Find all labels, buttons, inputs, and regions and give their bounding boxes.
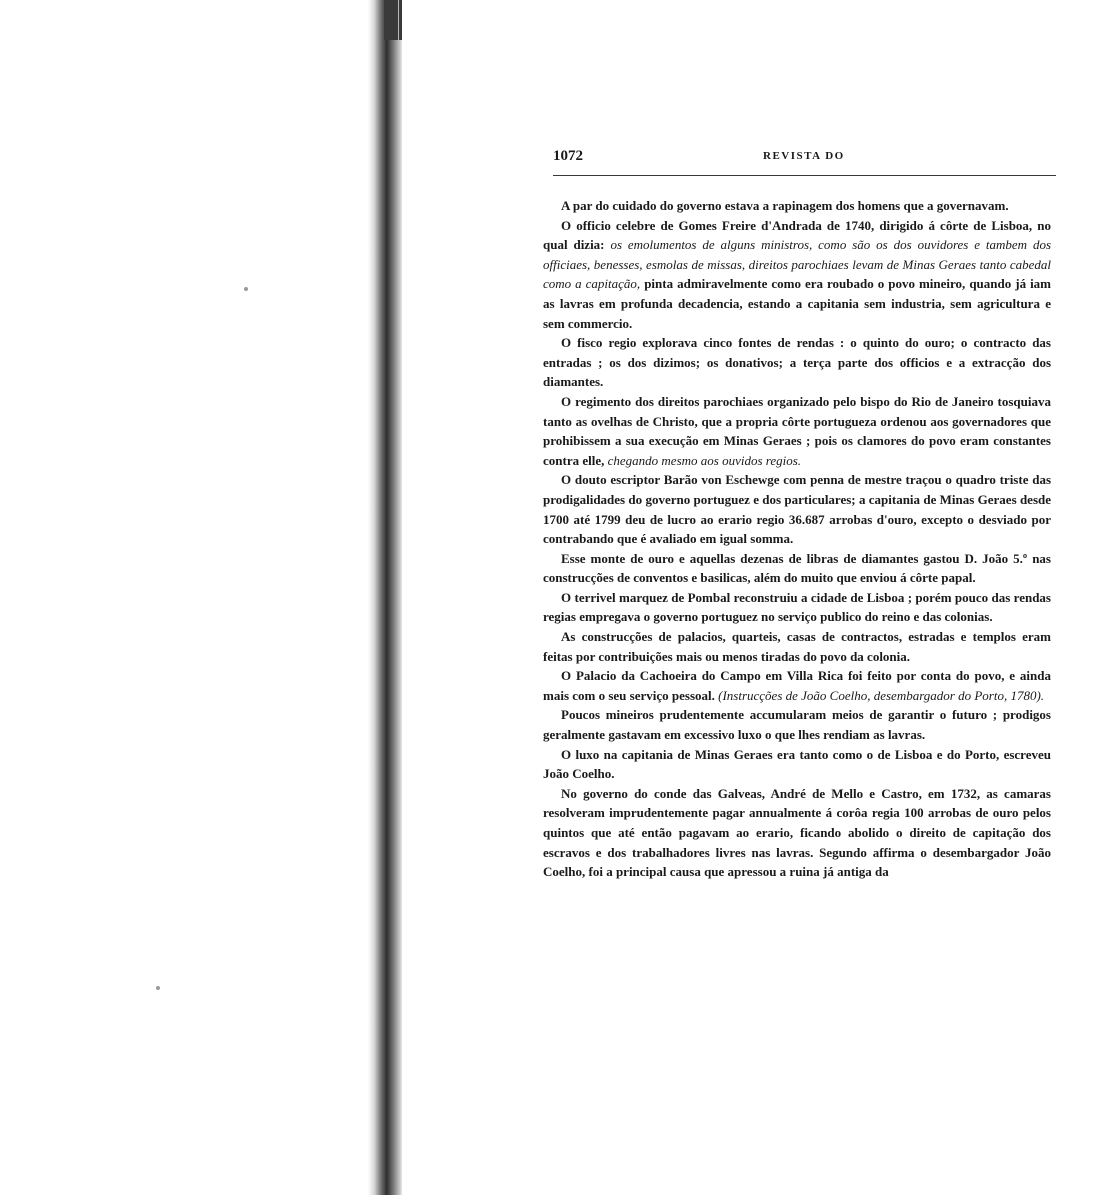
header-rule	[553, 175, 1056, 176]
citation-text: (Instrucções de João Coelho, desembargador do Porto, 1780).	[718, 687, 1045, 703]
paragraph-text: O Palacio da Cachoeira do Campo em Villa Rica foi feito por conta do povo, e ainda mais com o seu serviço pessoal.	[543, 668, 1051, 703]
paragraph	[543, 705, 1051, 744]
paragraph-text: O regimento dos direitos parochiaes organizado pelo bispo do Rio de Janeiro tosquiava tanto as ovelhas de Christo, que a propria côrte portugueza ordenou aos governadores que prohibissem a sua execução em Minas Geraes ; pois os clamores do povo eram constantes contra elle,	[543, 393, 1051, 468]
paragraph	[543, 216, 1051, 334]
paragraph-text: A par do cuidado do governo estava a rapinagem dos homens que a governavam.	[561, 198, 1009, 213]
book-spine-top-shadow	[384, 0, 402, 40]
paragraph-text: Esse monte de ouro e aquellas dezenas de libras de diamantes gastou D. João 5.º nas construcções de conventos e basilicas, além do muito que enviou á côrte papal.	[543, 550, 1051, 586]
quotation-text: chegando mesmo aos ouvidos regios.	[607, 452, 802, 468]
page-number: 1072	[553, 148, 583, 164]
paragraph	[543, 745, 1051, 784]
quotation-text: os emolumentos de alguns ministros, como são os dos ouvidores e tambem dos officiaes, benesses, esmolas de missas, direitos parochiaes levam de Minas Geraes tanto cabedal como a capitação,	[543, 237, 1052, 292]
paragraph-text: pinta admiravelmente como era roubado o povo mineiro, quando já iam as lavras em profunda decadencia, estando a capitania sem industria, sem agricultura e sem commercio.	[543, 276, 1052, 331]
scan-speck	[156, 986, 160, 990]
paragraph-text: O terrivel marquez de Pombal reconstruiu a cidade de Lisboa ; porém pouco das rendas regias empregava o governo portuguez no serviço publico do reino e das colonias.	[543, 589, 1051, 625]
paragraph-text: O fisco regio explorava cinco fontes de rendas : o quinto do ouro; o contracto das entradas ; os dos dizimos; os donativos; a terça parte dos officios e a extracção dos diamantes.	[543, 335, 1051, 390]
page-edge-line	[398, 0, 399, 1195]
paragraph-text: O officio celebre de Gomes Freire d'Andrada de 1740, dirigido á côrte de Lisboa, no qual dizia:	[543, 217, 1051, 253]
paragraph-text: As construcções de palacios, quarteis, casas de contractos, estradas e templos eram feitas por contribuições mais ou menos tiradas do povo da colonia.	[543, 629, 1051, 664]
paragraph	[543, 392, 1051, 470]
paragraph	[543, 196, 1051, 216]
scan-speck	[244, 287, 248, 291]
paragraph	[543, 333, 1051, 392]
paragraph	[543, 784, 1051, 882]
paragraph-text: O douto escriptor Barão von Eschewge com penna de mestre traçou o quadro triste das prodigalidades do governo portuguez e dos particulares; a capitania de Minas Geraes desde 1700 até 1799 deu de lucro ao erario regio 36.687 arrobas d'ouro, excepto o desviado por contrabando que é avaliado em igual somma.	[543, 472, 1051, 547]
paragraph	[543, 470, 1051, 548]
paragraph	[543, 549, 1051, 588]
book-spine-shadow	[368, 0, 402, 1195]
paragraph	[543, 627, 1051, 666]
paragraph-text: Poucos mineiros prudentemente accumularam meios de garantir o futuro ; prodigos geralmente gastavam em excessivo luxo o que lhes rendiam as lavras.	[543, 707, 1051, 743]
paragraph-text: No governo do conde das Galveas, André de Mello e Castro, em 1732, as camaras resolveram imprudentemente pagar annualmente á corôa regia 100 arrobas de ouro pelos quintos que até então pagavam ao erario, ficando abolido o direito de capitação dos escravos e dos trabalhadores livres nas lavras. Segundo affirma o desembargador João Coelho, foi a principal causa que apressou a ruina já antiga da	[543, 785, 1051, 880]
paragraph-text: O luxo na capitania de Minas Geraes era tanto como o de Lisboa e do Porto, escreveu João Coelho.	[543, 746, 1051, 782]
paragraph	[543, 588, 1051, 627]
paragraph	[543, 666, 1051, 705]
running-head: REVISTA DO	[763, 150, 845, 162]
body-text	[543, 196, 1051, 882]
page-header	[553, 148, 1058, 170]
